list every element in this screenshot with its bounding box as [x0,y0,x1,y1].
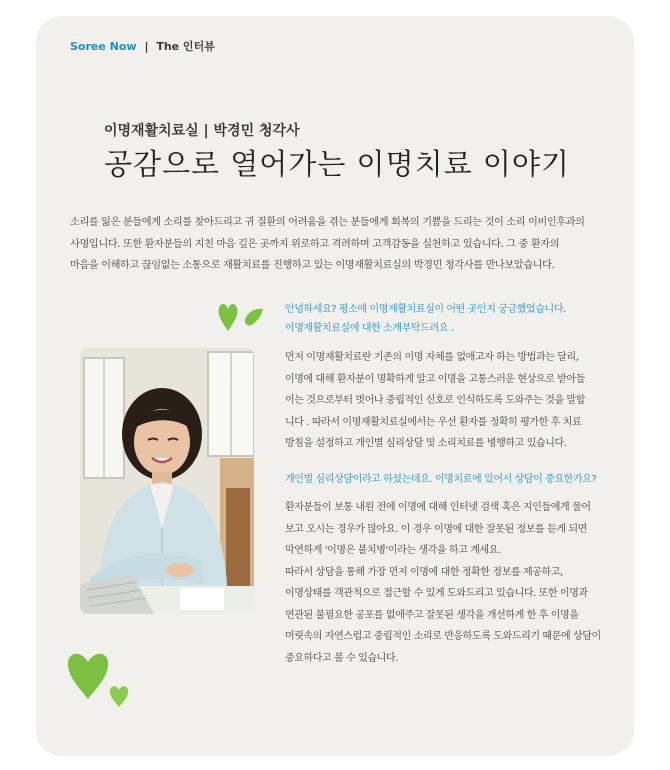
answer-line: 방침을 설정하고 개인별 심리상담 및 소리치료를 병행하고 있습니다. [285,438,567,449]
answer-line: 이명상태를 객관적으로 접근할 수 있게 도와드리고 있습니다. 또한 이명과 [285,588,588,599]
intro-paragraph [70,212,610,277]
intro-line: 마음을 이해하고 끊임없는 소통으로 재활치료를 진행하고 있는 이명재활치료실의 박경민 청각사를 만나보았습니다. [70,260,555,271]
intro-line: 사명입니다. 또한 환자분들의 지친 마음 깊은 곳까지 위로하고 격려하며 고객감동을 실천하고 있습니다. 그 중 환자의 [70,238,560,250]
answer-line: 이는 것으로부터 벗어나 중립적인 신호로 인식하도록 도와주는 것을 말합 [285,395,586,406]
answer-line: 보고 오시는 경우가 많아요. 이 경우 이명에 대한 잘못된 정보를 듣게 되면 [285,523,587,535]
answer-line: 따라서 상담을 통해 가장 먼저 이명에 대한 정확한 정보를 제공하고, [285,566,563,578]
page-title: 공감으로 열어가는 이명치료 이야기 [104,147,570,181]
heart-icon [217,302,239,332]
question-line: 개인별 심리상담이라고 하셨는데요. 이명치료에 있어서 상담이 중요한가요? [285,474,597,485]
answer-line: 중요하다고 볼 수 있습니다. [285,652,398,664]
question-line: 안녕하세요? 평소에 이명재활치료실이 어떤 곳인지 궁금했었습니다. [285,304,566,315]
page-subtitle: 이명재활치료실 | 박경민 청각사 [104,123,300,139]
heart-icon [108,684,130,708]
interview-question [285,470,615,489]
section-label: The 인터뷰 [156,40,215,53]
question-line: 이명재활치료실에 대한 소개부탁드려요 . [285,323,454,334]
heart-icon [66,650,110,700]
brand-label: Soree Now [70,40,137,53]
answer-line: 이명에 대해 환자분이 명확하게 알고 이명을 고통스러운 현상으로 받아들 [285,373,586,385]
answer-line: 먼저 이명재활치료란 기존의 이명 자체를 없애고자 하는 방법과는 달리, [285,352,579,363]
header-separator: | [144,40,149,53]
section-header [70,38,215,54]
audiologist-photo [80,348,254,614]
answer-line: 니다 . 따라서 이명재활치료실에서는 우선 환자를 정확히 평가한 후 치료 [285,416,582,428]
answer-line: 연관된 불필요한 공포를 없애주고 잘못된 생각을 개선하게 한 후 이명을 [285,609,579,621]
answer-line: 환자분들이 보통 내원 전에 이명에 대해 인터넷 검색 혹은 지인들에게 물어 [285,502,591,513]
heart-icon [243,306,265,328]
answer-line: 막연하게 '이명은 불치병'이라는 생각을 하고 계세요. [285,545,501,556]
intro-line: 소리를 잃은 분들에게 소리를 찾아드리고 귀 질환의 어려움을 겪는 분들에게 회복의 기쁨을 드리는 것이 소리 이비인후과의 [70,217,585,228]
interview-answer [285,347,610,455]
interview-answer [285,497,610,669]
interview-question [285,300,615,338]
answer-line: 머릿속의 자연스럽고 중립적인 소리로 반응하도록 도와드리기 때문에 상담이 [285,631,601,642]
